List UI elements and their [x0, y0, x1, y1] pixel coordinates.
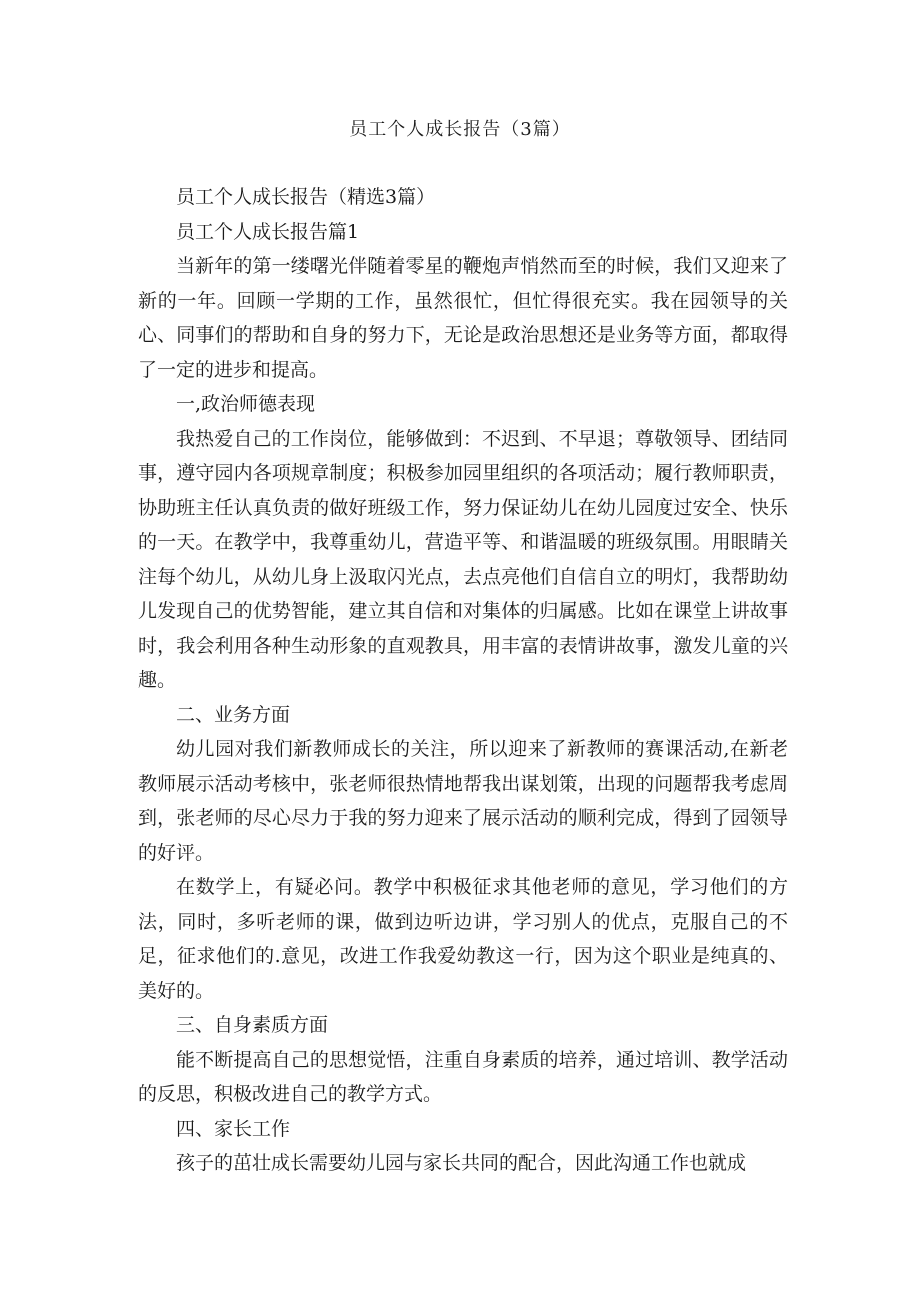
section-heading-business: 二、业务方面	[176, 703, 291, 726]
section-heading-parents: 四、家长工作	[176, 1117, 291, 1140]
section-heading-part1: 员工个人成长报告篇1	[176, 220, 360, 243]
section-heading-self-quality: 三、自身素质方面	[176, 1014, 329, 1036]
document-body	[138, 180, 788, 1181]
paragraph-politics: 我热爱自己的工作岗位，能够做到：不迟到、不早退；尊敬领导、团结同事，遵守园内各项规章制度；积极参加园里组织的各项活动；履行教师职责，协助班主任认真负责的做好班级工作，努力保证幼儿在幼儿园度过安全、快乐的一天。在教学中，我尊重幼儿，营造平等、和谐温暖的班级氛围。用眼睛关注每个幼儿，从幼儿身上汲取闪光点，去点亮他们自信自立的明灯，我帮助幼儿发现自己的优势智能，建立其自信和对集体的归属感。比如在课堂上讲故事时，我会利用各种生动形象的直观教具，用丰富的表情讲故事，激发儿童的兴趣。	[138, 427, 788, 691]
document-title: 员工个人成长报告（3篇）	[349, 119, 571, 140]
paragraph-parents: 孩子的茁壮成长需要幼儿园与家长共同的配合，因此沟通工作也就成	[176, 1152, 747, 1174]
section-heading-politics: 一,政治师德表现	[176, 393, 316, 415]
paragraph-self-quality: 能不断提高自己的思想觉悟，注重自身素质的培养，通过培训、教学活动的反思，积极改进自己的教学方式。	[138, 1048, 788, 1105]
paragraph-intro: 当新年的第一缕曙光伴随着零星的鞭炮声悄然而至的时候，我们又迎来了新的一年。回顾一学期的工作，虽然很忙，但忙得很充实。我在园领导的关心、同事们的帮助和自身的努力下，无论是政治思想还是业务等方面，都取得了一定的进步和提高。	[138, 255, 788, 381]
paragraph-business: 幼儿园对我们新教师成长的关注，所以迎来了新教师的赛课活动,在新老教师展示活动考核中，张老师很热情地帮我出谋划策，出现的问题帮我考虑周到，张老师的尽心尽力于我的努力迎来了展示活动的顺利完成，得到了园领导的好评。	[138, 738, 788, 864]
paragraph-teaching: 在数学上，有疑必问。教学中积极征求其他老师的意见，学习他们的方法，同时，多听老师的课，做到边听边讲，学习别人的优点，克服自己的不足，征求他们的.意见，改进工作我爱幼教这一行，因为这个职业是纯真的、美好的。	[138, 876, 788, 1002]
subtitle-heading: 员工个人成长报告（精选3篇）	[176, 186, 436, 208]
